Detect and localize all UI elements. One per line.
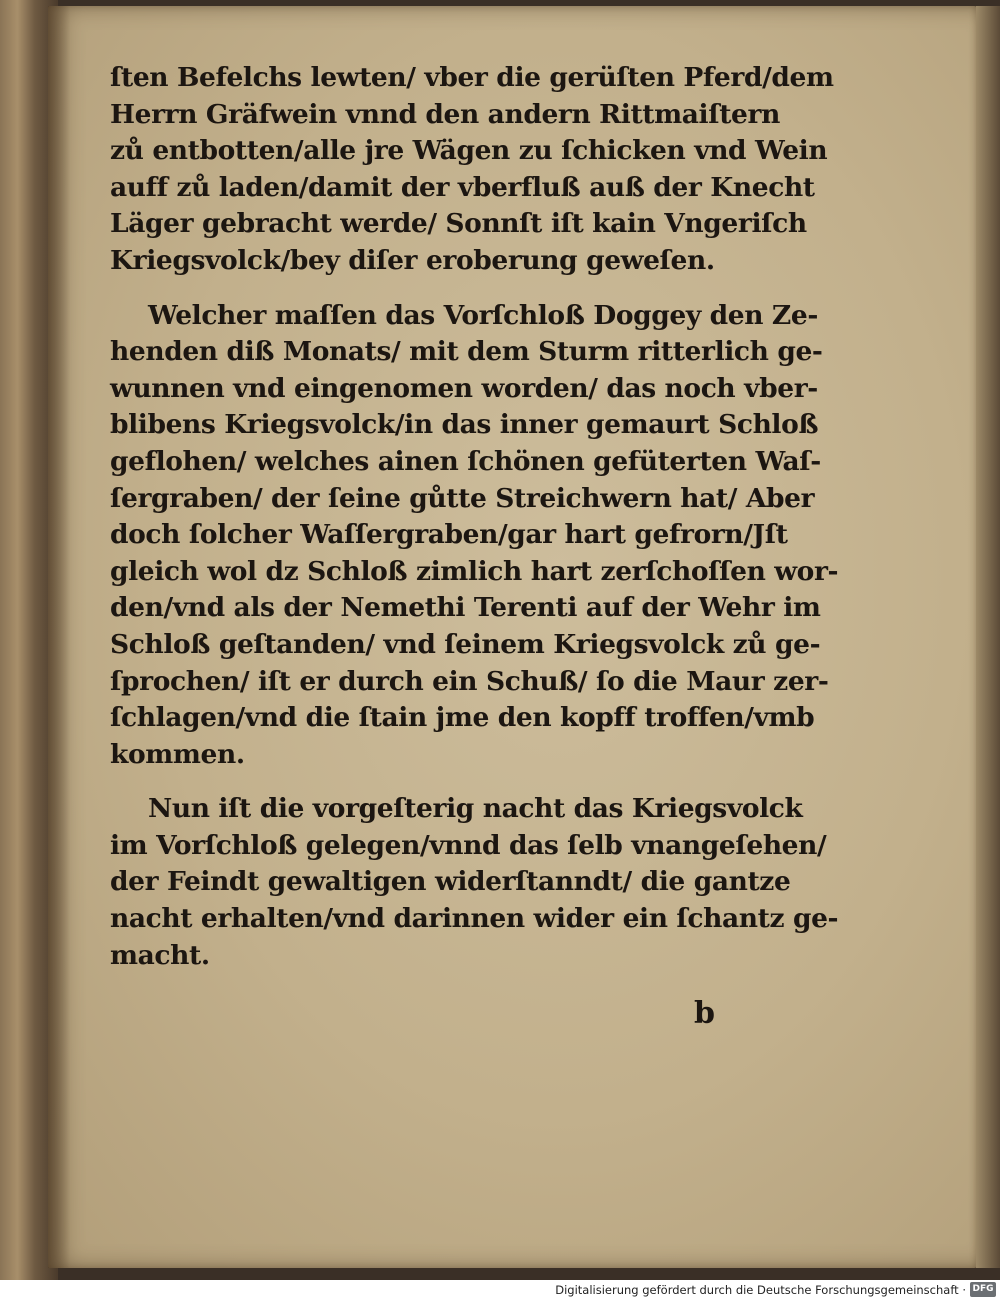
text-line: macht.: [110, 939, 210, 971]
text-line: wunnen vnd eingenomen worden/ das noch vber-: [110, 372, 818, 404]
text-line: Welcher maſſen das Vorſchloß Doggey den Ze-: [148, 299, 818, 331]
text-line: ſchlagen/vnd die ſtain jme den kopff troffen/vmb: [110, 702, 815, 734]
page-gutter-shadow: [48, 6, 70, 1268]
text-line: ſten Befelchs lewten/ vber die gerüſten Pferd/dem: [110, 62, 834, 93]
text-line: auff zů laden/damit der vberfluß auß der Knecht: [110, 171, 815, 203]
text-line: Schloß geſtanden/ vnd ſeinem Kriegsvolck zů ge-: [110, 628, 821, 660]
text-line: geflohen/ welches ainen ſchönen gefüterten Waſ-: [110, 445, 821, 477]
paragraph: [110, 791, 839, 974]
text-line: blibens Kriegsvolck/in das inner gemaurt Schloß: [110, 409, 819, 441]
text-line: den/vnd als der Nemethi Terenti auf der Wehr im: [110, 592, 821, 624]
page-text: [110, 60, 839, 974]
footer-bar: [0, 1280, 1000, 1300]
dfg-logo[interactable]: DFG: [970, 1282, 996, 1297]
text-line: der Feindt gewaltigen widerſtanndt/ die gantze: [110, 866, 791, 898]
text-line: Nun iſt die vorgeſterig nacht das Kriegsvolck: [148, 793, 803, 825]
text-line: Läger gebracht werde/ Sonnſt iſt kain Vngeriſch: [110, 208, 807, 240]
footer-credit: Digitalisierung gefördert durch die Deutsche Forschungsgemeinschaft ·: [555, 1283, 966, 1297]
text-line: ſergraben/ der ſeine gůtte Streichwern hat/ Aber: [110, 482, 815, 514]
text-line: im Vorſchloß gelegen/vnnd das ſelb vnangeſehen/: [110, 829, 827, 861]
signature-mark: b: [694, 996, 715, 1031]
text-line: henden diß Monats/ mit dem Sturm ritterlich ge-: [110, 336, 823, 368]
text-line: Herrn Gräfwein vnnd den andern Rittmaiſtern: [110, 98, 780, 130]
paragraph: [110, 298, 839, 774]
paragraph: [110, 60, 834, 280]
text-line: gleich wol dz Schloß zimlich hart zerſchoſſen wor-: [110, 555, 839, 587]
text-line: Kriegsvolck/bey diſer eroberung geweſen.: [110, 244, 715, 276]
text-line: kommen.: [110, 738, 245, 770]
text-line: doch ſolcher Waſſergraben/gar hart gefrorn/Jſt: [110, 519, 788, 551]
text-line: zů entbotten/alle jre Wägen zu ſchicken vnd Wein: [110, 135, 828, 167]
book-right-edge: [976, 6, 1000, 1268]
text-line: ſprochen/ iſt er durch ein Schuß/ ſo die Maur zer-: [110, 665, 829, 697]
text-line: nacht erhalten/vnd darinnen wider ein ſchantz ge-: [110, 903, 839, 935]
